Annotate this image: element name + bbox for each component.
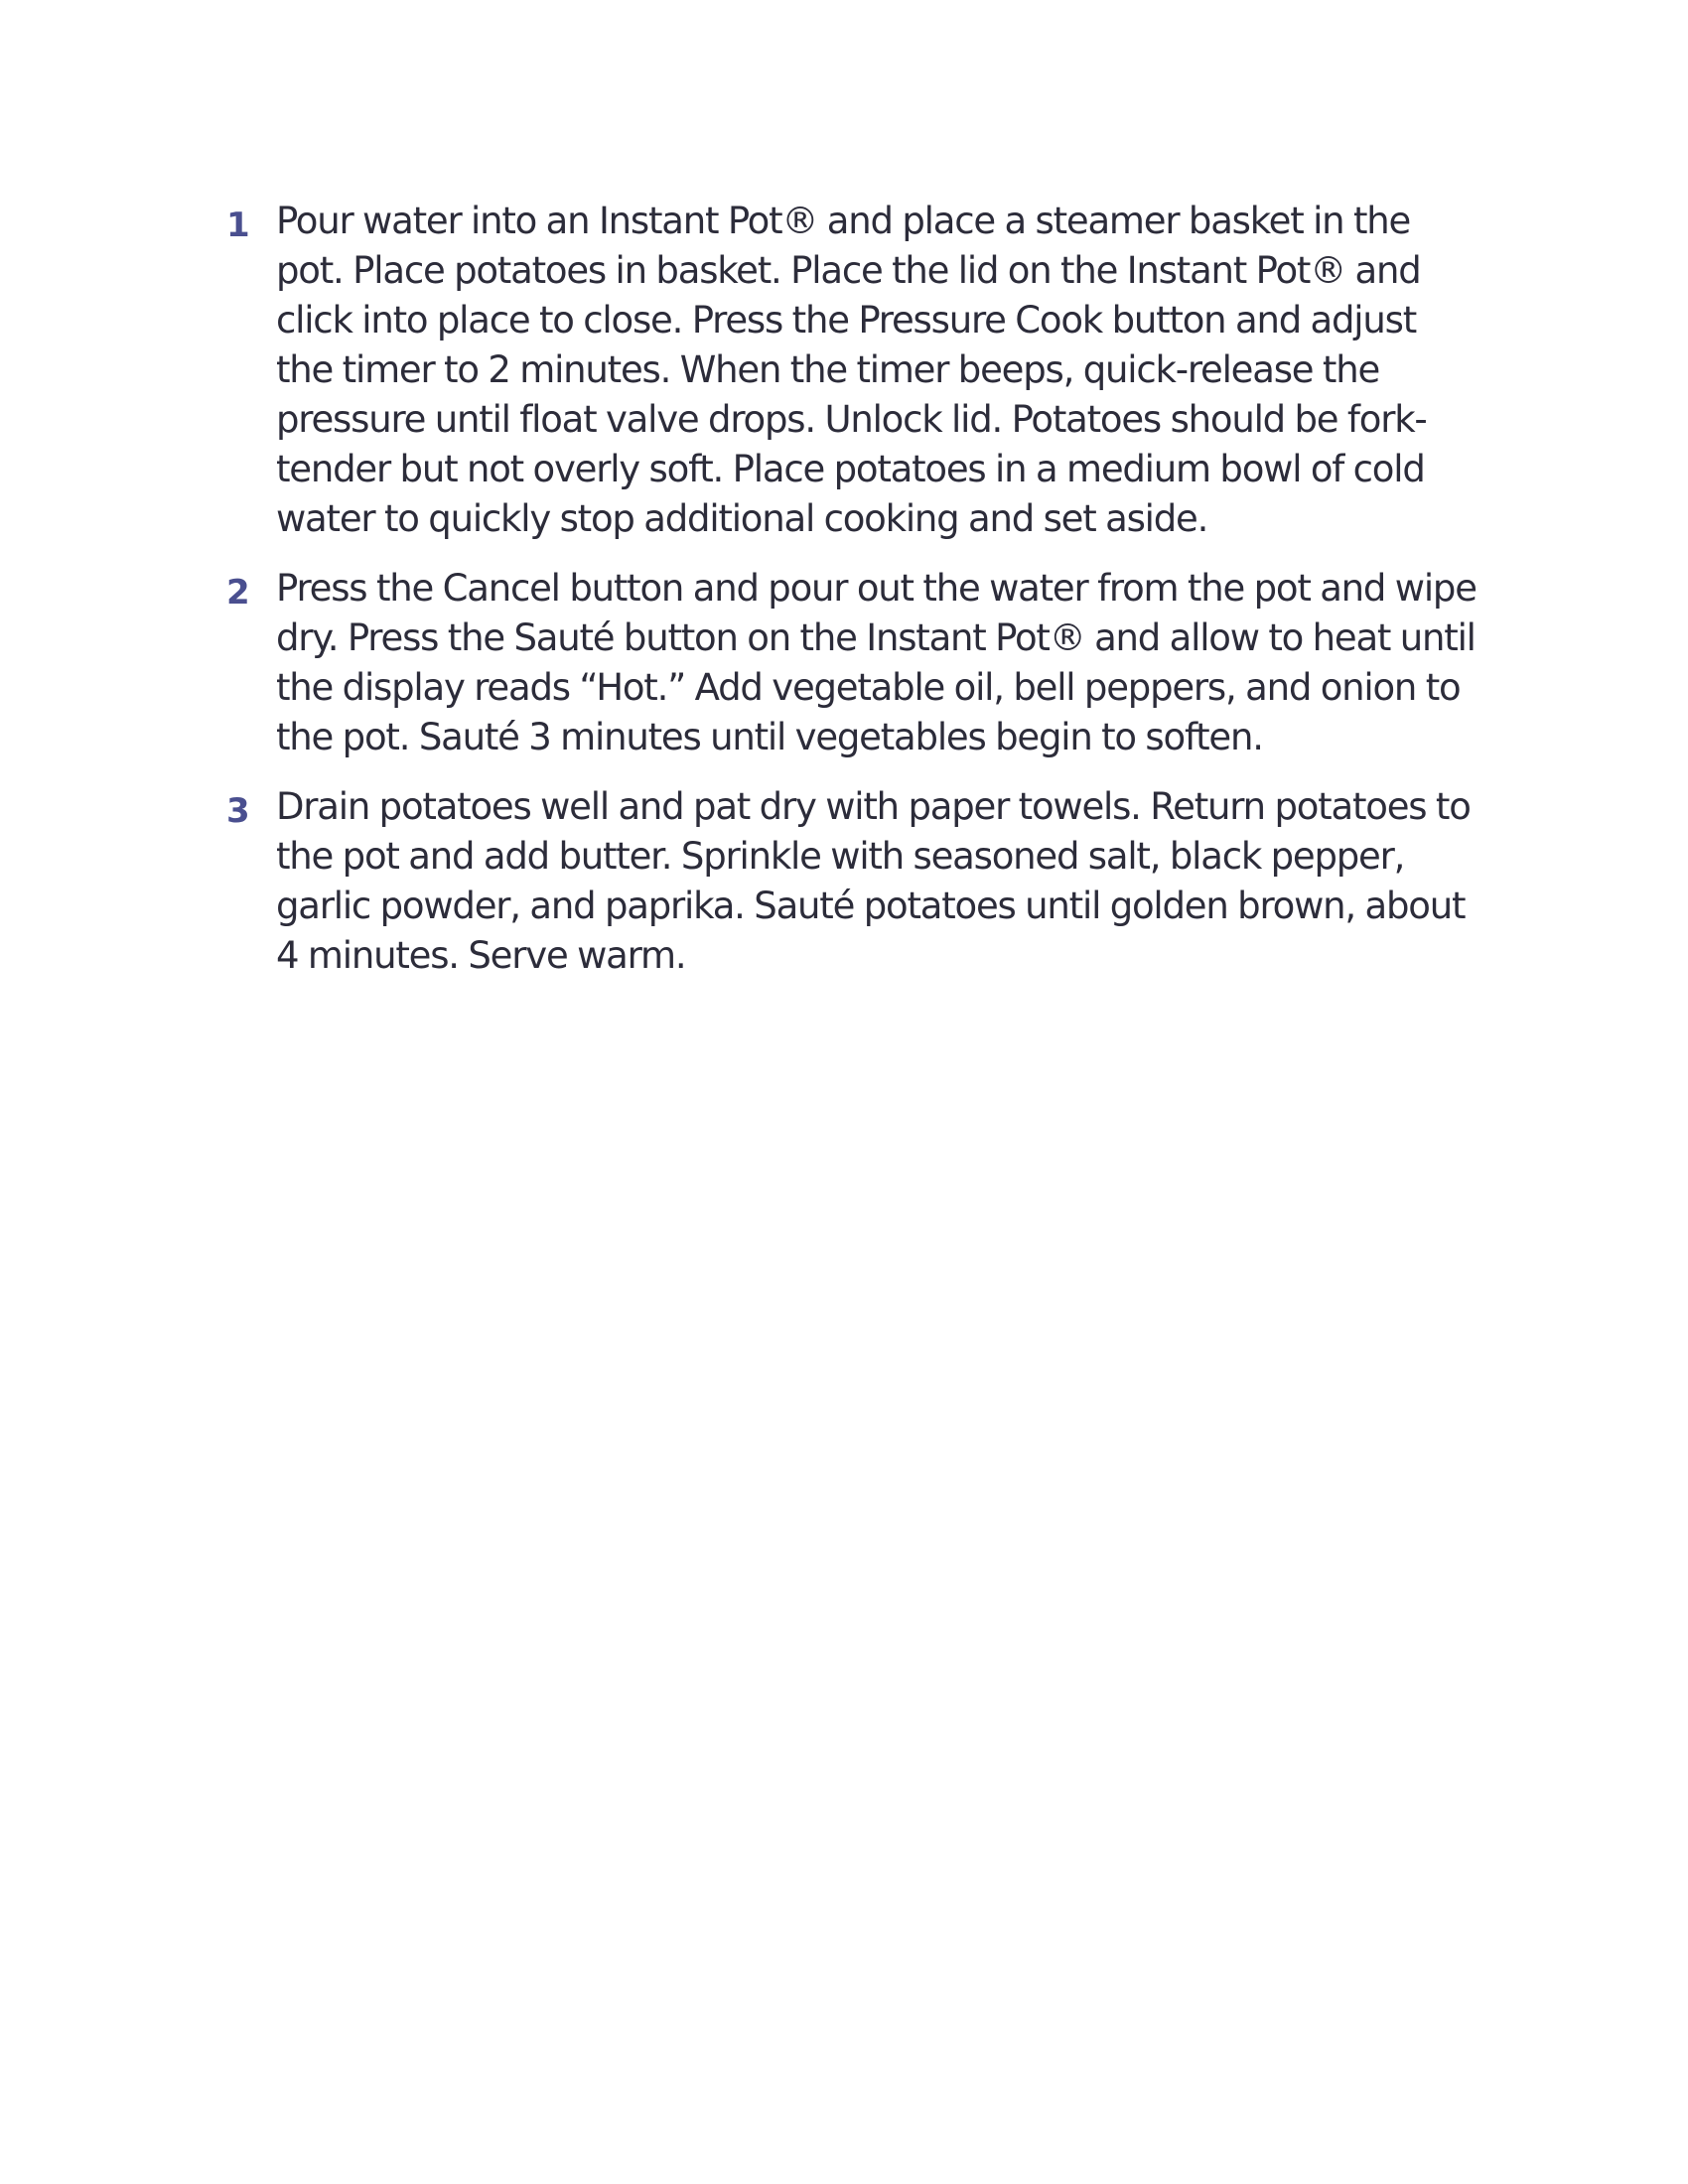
- step-text: Drain potatoes well and pat dry with paper towels. Return potatoes to the pot and add butter. Sprinkle with seasoned salt, black pepper, garlic powder, and paprika. Sauté potatoes until golden brown, about 4 minutes. Serve warm.: [276, 785, 1471, 977]
- instruction-step-1: [226, 197, 1477, 544]
- instruction-steps: [226, 197, 1477, 1001]
- step-number: 1: [226, 205, 250, 245]
- instruction-step-2: [226, 564, 1477, 762]
- step-text: Pour water into an Instant Pot® and place a steamer basket in the pot. Place potatoes in basket. Place the lid on the Instant Pot® and click into place to close. Press the Pressure Cook button and adjust the timer to 2 minutes. When the timer beeps, quick-release the pressure until float valve drops. Unlock lid. Potatoes should be fork-tender but not overly soft. Place potatoes in a medium bowl of cold water to quickly stop additional cooking and set aside.: [276, 200, 1427, 540]
- step-text: Press the Cancel button and pour out the water from the pot and wipe dry. Press the Sauté button on the Instant Pot® and allow to heat until the display reads “Hot.” Add vegetable oil, bell peppers, and onion to the pot. Sauté 3 minutes until vegetables begin to soften.: [276, 567, 1477, 758]
- step-number: 3: [226, 791, 250, 831]
- step-number: 2: [226, 573, 250, 613]
- instruction-step-3: [226, 782, 1477, 981]
